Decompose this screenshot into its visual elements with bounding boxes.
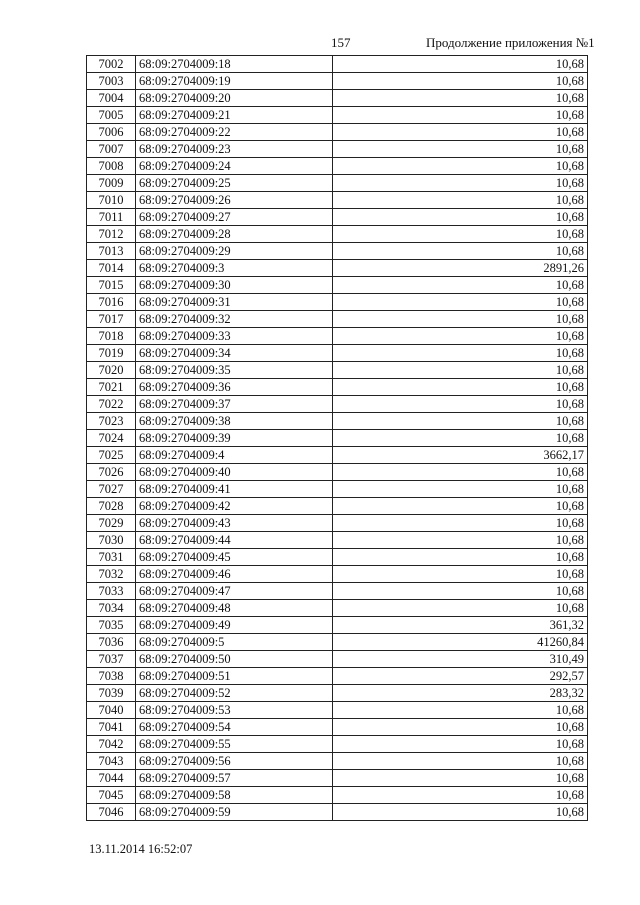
table-row (87, 124, 588, 141)
value-cell: 10,68 (333, 124, 588, 141)
row-number-cell: 7027 (87, 481, 136, 498)
row-number-cell: 7015 (87, 277, 136, 294)
row-number-cell: 7017 (87, 311, 136, 328)
value-cell: 10,68 (333, 226, 588, 243)
registry-table-body (87, 56, 588, 821)
table-row (87, 583, 588, 600)
value-cell: 10,68 (333, 566, 588, 583)
table-row (87, 379, 588, 396)
table-row (87, 532, 588, 549)
table-row (87, 753, 588, 770)
value-cell: 283,32 (333, 685, 588, 702)
row-number-cell: 7002 (87, 56, 136, 73)
value-cell: 10,68 (333, 379, 588, 396)
value-cell: 10,68 (333, 243, 588, 260)
cadastral-number-cell: 68:09:2704009:37 (136, 396, 333, 413)
table-row (87, 668, 588, 685)
value-cell: 10,68 (333, 141, 588, 158)
cadastral-number-cell: 68:09:2704009:22 (136, 124, 333, 141)
cadastral-number-cell: 68:09:2704009:27 (136, 209, 333, 226)
row-number-cell: 7043 (87, 753, 136, 770)
value-cell: 310,49 (333, 651, 588, 668)
value-cell: 10,68 (333, 413, 588, 430)
value-cell: 10,68 (333, 345, 588, 362)
row-number-cell: 7036 (87, 634, 136, 651)
table-row (87, 413, 588, 430)
value-cell: 10,68 (333, 481, 588, 498)
cadastral-number-cell: 68:09:2704009:28 (136, 226, 333, 243)
cadastral-number-cell: 68:09:2704009:47 (136, 583, 333, 600)
cadastral-number-cell: 68:09:2704009:33 (136, 328, 333, 345)
table-row (87, 736, 588, 753)
cadastral-number-cell: 68:09:2704009:40 (136, 464, 333, 481)
cadastral-number-cell: 68:09:2704009:44 (136, 532, 333, 549)
cadastral-number-cell: 68:09:2704009:29 (136, 243, 333, 260)
row-number-cell: 7010 (87, 192, 136, 209)
value-cell: 10,68 (333, 719, 588, 736)
continuation-heading: Продолжение приложения №1 (426, 35, 595, 50)
value-cell: 10,68 (333, 90, 588, 107)
page-number: 157 (331, 35, 351, 50)
value-cell: 10,68 (333, 294, 588, 311)
table-row (87, 430, 588, 447)
registry-table (86, 55, 588, 821)
table-row (87, 158, 588, 175)
row-number-cell: 7026 (87, 464, 136, 481)
row-number-cell: 7023 (87, 413, 136, 430)
table-row (87, 396, 588, 413)
row-number-cell: 7037 (87, 651, 136, 668)
table-row (87, 702, 588, 719)
table-row (87, 56, 588, 73)
table-row (87, 107, 588, 124)
row-number-cell: 7008 (87, 158, 136, 175)
row-number-cell: 7040 (87, 702, 136, 719)
row-number-cell: 7003 (87, 73, 136, 90)
cadastral-number-cell: 68:09:2704009:43 (136, 515, 333, 532)
value-cell: 10,68 (333, 600, 588, 617)
cadastral-number-cell: 68:09:2704009:59 (136, 804, 333, 821)
row-number-cell: 7014 (87, 260, 136, 277)
value-cell: 361,32 (333, 617, 588, 634)
cadastral-number-cell: 68:09:2704009:38 (136, 413, 333, 430)
table-row (87, 141, 588, 158)
row-number-cell: 7041 (87, 719, 136, 736)
value-cell: 10,68 (333, 192, 588, 209)
cadastral-number-cell: 68:09:2704009:41 (136, 481, 333, 498)
cadastral-number-cell: 68:09:2704009:31 (136, 294, 333, 311)
row-number-cell: 7007 (87, 141, 136, 158)
value-cell: 10,68 (333, 158, 588, 175)
value-cell: 10,68 (333, 736, 588, 753)
table-row (87, 651, 588, 668)
row-number-cell: 7031 (87, 549, 136, 566)
value-cell: 10,68 (333, 498, 588, 515)
value-cell: 10,68 (333, 107, 588, 124)
cadastral-number-cell: 68:09:2704009:56 (136, 753, 333, 770)
cadastral-number-cell: 68:09:2704009:24 (136, 158, 333, 175)
table-row (87, 770, 588, 787)
value-cell: 10,68 (333, 583, 588, 600)
table-row (87, 226, 588, 243)
row-number-cell: 7039 (87, 685, 136, 702)
value-cell: 10,68 (333, 277, 588, 294)
row-number-cell: 7016 (87, 294, 136, 311)
value-cell: 10,68 (333, 464, 588, 481)
cadastral-number-cell: 68:09:2704009:50 (136, 651, 333, 668)
table-row (87, 617, 588, 634)
cadastral-number-cell: 68:09:2704009:5 (136, 634, 333, 651)
row-number-cell: 7004 (87, 90, 136, 107)
value-cell: 10,68 (333, 73, 588, 90)
row-number-cell: 7020 (87, 362, 136, 379)
table-row (87, 600, 588, 617)
value-cell: 10,68 (333, 753, 588, 770)
table-row (87, 549, 588, 566)
row-number-cell: 7019 (87, 345, 136, 362)
row-number-cell: 7006 (87, 124, 136, 141)
table-row (87, 447, 588, 464)
cadastral-number-cell: 68:09:2704009:18 (136, 56, 333, 73)
table-row (87, 175, 588, 192)
table-row (87, 90, 588, 107)
value-cell: 10,68 (333, 804, 588, 821)
table-row (87, 515, 588, 532)
row-number-cell: 7011 (87, 209, 136, 226)
row-number-cell: 7018 (87, 328, 136, 345)
cadastral-number-cell: 68:09:2704009:52 (136, 685, 333, 702)
value-cell: 10,68 (333, 328, 588, 345)
cadastral-number-cell: 68:09:2704009:30 (136, 277, 333, 294)
value-cell: 10,68 (333, 56, 588, 73)
value-cell: 41260,84 (333, 634, 588, 651)
cadastral-number-cell: 68:09:2704009:57 (136, 770, 333, 787)
table-row (87, 345, 588, 362)
row-number-cell: 7045 (87, 787, 136, 804)
cadastral-number-cell: 68:09:2704009:4 (136, 447, 333, 464)
table-row (87, 498, 588, 515)
cadastral-number-cell: 68:09:2704009:19 (136, 73, 333, 90)
row-number-cell: 7034 (87, 600, 136, 617)
table-row (87, 566, 588, 583)
row-number-cell: 7030 (87, 532, 136, 549)
table-row (87, 804, 588, 821)
table-row (87, 192, 588, 209)
value-cell: 10,68 (333, 702, 588, 719)
row-number-cell: 7021 (87, 379, 136, 396)
value-cell: 10,68 (333, 175, 588, 192)
table-row (87, 277, 588, 294)
cadastral-number-cell: 68:09:2704009:26 (136, 192, 333, 209)
value-cell: 292,57 (333, 668, 588, 685)
value-cell: 10,68 (333, 396, 588, 413)
value-cell: 3662,17 (333, 447, 588, 464)
cadastral-number-cell: 68:09:2704009:45 (136, 549, 333, 566)
row-number-cell: 7033 (87, 583, 136, 600)
cadastral-number-cell: 68:09:2704009:55 (136, 736, 333, 753)
cadastral-number-cell: 68:09:2704009:21 (136, 107, 333, 124)
cadastral-number-cell: 68:09:2704009:54 (136, 719, 333, 736)
row-number-cell: 7025 (87, 447, 136, 464)
value-cell: 10,68 (333, 770, 588, 787)
row-number-cell: 7012 (87, 226, 136, 243)
cadastral-number-cell: 68:09:2704009:20 (136, 90, 333, 107)
row-number-cell: 7029 (87, 515, 136, 532)
table-row (87, 362, 588, 379)
value-cell: 10,68 (333, 515, 588, 532)
cadastral-number-cell: 68:09:2704009:49 (136, 617, 333, 634)
row-number-cell: 7024 (87, 430, 136, 447)
value-cell: 10,68 (333, 430, 588, 447)
table-row (87, 464, 588, 481)
cadastral-number-cell: 68:09:2704009:42 (136, 498, 333, 515)
cadastral-number-cell: 68:09:2704009:51 (136, 668, 333, 685)
cadastral-number-cell: 68:09:2704009:39 (136, 430, 333, 447)
table-row (87, 73, 588, 90)
cadastral-number-cell: 68:09:2704009:35 (136, 362, 333, 379)
table-row (87, 260, 588, 277)
row-number-cell: 7042 (87, 736, 136, 753)
row-number-cell: 7038 (87, 668, 136, 685)
table-row (87, 311, 588, 328)
table-row (87, 685, 588, 702)
table-row (87, 294, 588, 311)
value-cell: 2891,26 (333, 260, 588, 277)
table-row (87, 209, 588, 226)
table-row (87, 328, 588, 345)
row-number-cell: 7022 (87, 396, 136, 413)
cadastral-number-cell: 68:09:2704009:58 (136, 787, 333, 804)
row-number-cell: 7046 (87, 804, 136, 821)
cadastral-number-cell: 68:09:2704009:46 (136, 566, 333, 583)
row-number-cell: 7013 (87, 243, 136, 260)
row-number-cell: 7035 (87, 617, 136, 634)
value-cell: 10,68 (333, 311, 588, 328)
value-cell: 10,68 (333, 787, 588, 804)
row-number-cell: 7032 (87, 566, 136, 583)
table-row (87, 243, 588, 260)
cadastral-number-cell: 68:09:2704009:3 (136, 260, 333, 277)
value-cell: 10,68 (333, 549, 588, 566)
cadastral-number-cell: 68:09:2704009:34 (136, 345, 333, 362)
row-number-cell: 7044 (87, 770, 136, 787)
table-row (87, 481, 588, 498)
row-number-cell: 7028 (87, 498, 136, 515)
cadastral-number-cell: 68:09:2704009:53 (136, 702, 333, 719)
value-cell: 10,68 (333, 532, 588, 549)
cadastral-number-cell: 68:09:2704009:25 (136, 175, 333, 192)
print-timestamp: 13.11.2014 16:52:07 (89, 842, 193, 856)
cadastral-number-cell: 68:09:2704009:36 (136, 379, 333, 396)
table-row (87, 634, 588, 651)
cadastral-number-cell: 68:09:2704009:32 (136, 311, 333, 328)
value-cell: 10,68 (333, 209, 588, 226)
table-row (87, 787, 588, 804)
cadastral-number-cell: 68:09:2704009:48 (136, 600, 333, 617)
table-row (87, 719, 588, 736)
value-cell: 10,68 (333, 362, 588, 379)
cadastral-number-cell: 68:09:2704009:23 (136, 141, 333, 158)
row-number-cell: 7005 (87, 107, 136, 124)
row-number-cell: 7009 (87, 175, 136, 192)
